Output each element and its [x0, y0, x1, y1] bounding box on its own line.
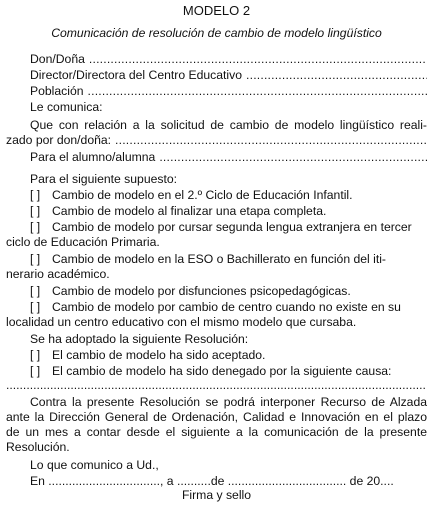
- option-5: [30, 284, 427, 298]
- option-1-label: Cambio de modelo en el 2.º Ciclo de Educación Infantil.: [52, 188, 353, 202]
- aceptado-label: El cambio de modelo ha sido aceptado.: [52, 348, 266, 362]
- checkbox-option-4[interactable]: [ ]: [30, 252, 41, 266]
- option-4-label: Cambio de modelo en la ESO o Bachillerato en función del iti-: [52, 252, 386, 266]
- option-5-label: Cambio de modelo por disfunciones psicopedagógicas.: [52, 284, 351, 298]
- field-don-label: Don/Doña: [30, 52, 85, 66]
- document-subtitle: Comunicación de resolución de cambio de modelo lingüístico: [51, 26, 382, 40]
- causa-blank: [6, 378, 427, 392]
- solicitud-line-1: Que con relación a la solicitud de cambio de modelo lingüístico reali-: [30, 118, 427, 132]
- field-poblacion-label: Población: [30, 84, 84, 98]
- resolucion-heading: Se ha adoptado la siguiente Resolución:: [30, 332, 249, 346]
- option-6-cont: localidad un centro educativo con el mismo modelo que cursaba.: [6, 315, 357, 329]
- recurso-line-2: ante la Dirección General de Ordenación, Calidad e Innovación en el plazo: [6, 410, 427, 424]
- checkbox-option-5[interactable]: [ ]: [30, 284, 41, 298]
- option-1: [30, 188, 427, 202]
- recurso-line-4: Resolución.: [6, 440, 70, 454]
- recurso-line-1: Contra la presente Resolución se podrá interponer Recurso de Alzada: [30, 395, 427, 409]
- option-3: [30, 220, 427, 234]
- fecha-line: En ................................., a ..........de ................................... de 20....: [30, 474, 394, 488]
- denegado-label: El cambio de modelo ha sido denegado por la siguiente causa:: [52, 364, 392, 378]
- option-6: [30, 300, 427, 314]
- checkbox-option-3[interactable]: [ ]: [30, 220, 41, 234]
- option-6-label: Cambio de modelo por cambio de centro cuando no existe en su: [52, 300, 401, 314]
- field-director-label: Director/Directora del Centro Educativo: [30, 68, 243, 82]
- field-poblacion: [30, 84, 427, 98]
- option-2-label: Cambio de modelo al finalizar una etapa completa.: [52, 204, 327, 218]
- field-don: [30, 52, 427, 66]
- solicitud-line-2: [6, 133, 427, 147]
- supuesto-heading: Para el siguiente supuesto:: [30, 172, 178, 186]
- solicitud-line-2-label: zado por don/doña:: [6, 133, 112, 147]
- le-comunica: Le comunica:: [30, 100, 103, 114]
- option-3-cont: ciclo de Educación Primaria.: [6, 235, 160, 249]
- option-2: [30, 204, 427, 218]
- option-3-label: Cambio de modelo por cursar segunda lengua extranjera en tercer: [52, 220, 412, 234]
- option-aceptado: [30, 348, 427, 362]
- field-poblacion-blank: [88, 84, 427, 98]
- firma-label: Firma y sello: [181, 488, 252, 502]
- solicitud-blank: [115, 133, 427, 147]
- field-director-blank: [246, 68, 427, 82]
- field-alumno: [30, 150, 427, 164]
- field-alumno-blank: [159, 150, 427, 164]
- checkbox-option-2[interactable]: [ ]: [30, 204, 41, 218]
- field-director: [30, 68, 427, 82]
- checkbox-option-6[interactable]: [ ]: [30, 300, 41, 314]
- option-4: [30, 252, 427, 266]
- recurso-line-3: de un mes a contar desde el siguiente a la comunicación de la presente: [6, 425, 427, 439]
- document-title: MODELO 2: [182, 3, 251, 18]
- checkbox-option-1[interactable]: [ ]: [30, 188, 41, 202]
- field-don-blank: [89, 52, 427, 66]
- field-alumno-label: Para el alumno/alumna: [30, 150, 156, 164]
- checkbox-denegado[interactable]: [ ]: [30, 364, 41, 378]
- option-4-cont: nerario académico.: [6, 267, 110, 281]
- option-denegado: [30, 364, 427, 378]
- checkbox-aceptado[interactable]: [ ]: [30, 348, 41, 362]
- comunico: Lo que comunico a Ud.,: [30, 458, 159, 472]
